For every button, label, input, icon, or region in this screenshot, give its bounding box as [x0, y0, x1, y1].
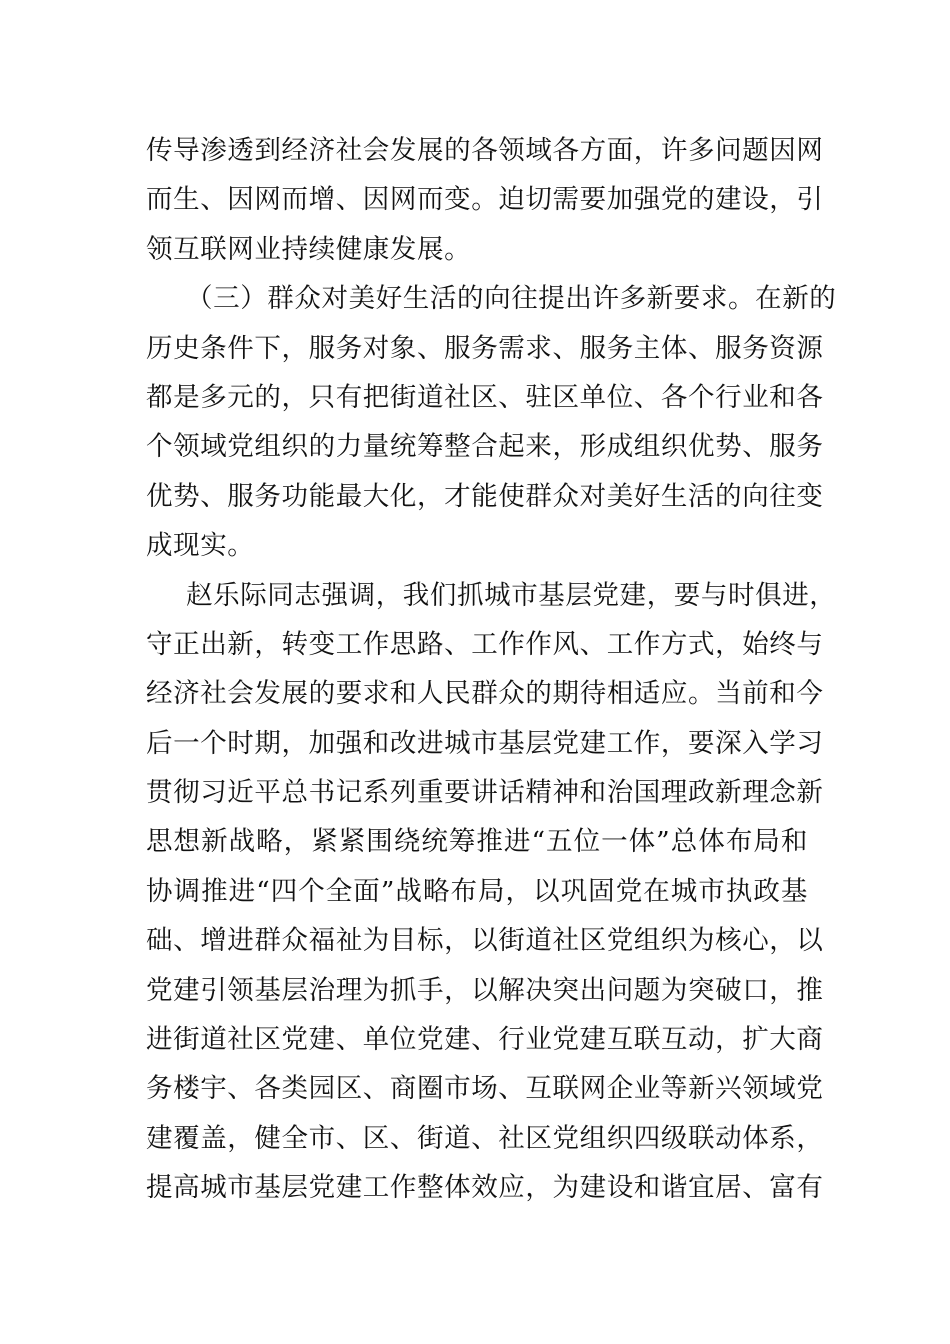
text-line: 守正出新，转变工作思路、工作作风、工作方式，始终与	[146, 628, 824, 660]
text-line: 进街道社区党建、单位党建、行业党建互联互动，扩大商	[146, 1024, 824, 1056]
text-line: 思想新战略，紧紧围绕统筹推进“五位一体”总体布局和	[146, 826, 808, 858]
text-line: 优势、服务功能最大化，才能使群众对美好生活的向往变	[146, 480, 824, 512]
body-text	[146, 126, 837, 1213]
text-line: 而生、因网而增、因网而变。迫切需要加强党的建设，引	[146, 184, 824, 216]
text-line: 提高城市基层党建工作整体效应，为建设和谐宜居、富有	[146, 1172, 824, 1204]
text-line: 成现实。	[146, 530, 255, 562]
text-line: 础、增进群众福祉为目标，以街道社区党组织为核心，以	[146, 925, 824, 957]
text-line: 后一个时期，加强和改进城市基层党建工作，要深入学习	[146, 727, 824, 759]
text-line: 贯彻习近平总书记系列重要讲话精神和治国理政新理念新	[146, 777, 824, 809]
text-line: 历史条件下，服务对象、服务需求、服务主体、服务资源	[146, 332, 824, 364]
text-line: 传导渗透到经济社会发展的各领域各方面，许多问题因网	[146, 135, 824, 166]
paragraph-continuation	[146, 126, 824, 274]
text-line: 党建引领基层治理为抓手，以解决突出问题为突破口，推	[146, 974, 824, 1006]
text-line: 建覆盖，健全市、区、街道、社区党组织四级联动体系，	[146, 1122, 824, 1154]
text-line: 个领域党组织的力量统筹整合起来，形成组织优势、服务	[146, 431, 824, 463]
text-line: 协调推进“四个全面”战略布局，以巩固党在城市执政基	[146, 875, 808, 907]
paragraph-speech-summary	[146, 571, 837, 1213]
text-line: 赵乐际同志强调，我们抓城市基层党建，要与时俱进，	[186, 579, 837, 611]
text-line: 领互联网业持续健康发展。	[146, 233, 472, 265]
text-line: （三）群众对美好生活的向往提出许多新要求。在新的	[186, 283, 837, 315]
paragraph-section-three	[146, 274, 837, 570]
text-line: 务楼宇、各类园区、商圈市场、互联网企业等新兴领域党	[146, 1073, 824, 1105]
text-line: 都是多元的，只有把街道社区、驻区单位、各个行业和各	[146, 381, 824, 413]
text-line: 经济社会发展的要求和人民群众的期待相适应。当前和今	[146, 678, 824, 710]
